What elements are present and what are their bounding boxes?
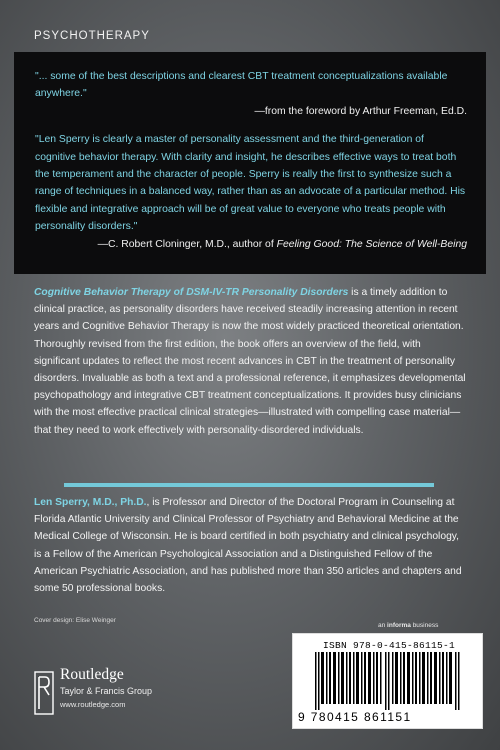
informa-prefix: an	[378, 622, 388, 629]
barcode-bars-icon	[315, 652, 465, 710]
isbn-barcode	[292, 633, 483, 729]
quote-2-attribution	[35, 236, 467, 253]
quote-2-text: "Len Sperry is clearly a master of personality assessment and the third-generation of cognitive behavior therapy. With clarity and insight, he describes effective ways to treat both the temperament and the character of people. Sperry is really the first to synthesize such a range of techniques in a balanced way, rather than as an advocate of a particular method. His flexible and integrative approach will be of great value to everyone who treats people with personality disorders."	[35, 134, 466, 233]
informa-suffix: business	[410, 622, 439, 629]
quote-1-attribution: —from the foreword by Arthur Freeman, Ed.D.	[254, 105, 467, 117]
quote-2-attribution-book: Feeling Good: The Science of Well-Being	[276, 238, 467, 250]
quote-box	[14, 52, 486, 274]
informa-business-label	[378, 622, 438, 629]
isbn-label: ISBN 978-0-415-86115-1	[322, 640, 456, 651]
bio-text: , is Professor and Director of the Doctoral Program in Counseling at Florida Atlantic University and Clinical Professor of Psychiatry and Behavioral Medicine at the Medical College of Wisconsin. He is board certified in both psychiatry and clinical psychology, is a Fellow of the American Psychological Association and a Distinguished Fellow of the American Psychiatric Association, and has published more than 350 articles and chapters and some 50 professional books.	[34, 497, 462, 595]
cover-design-credit: Cover design: Elise Weinger	[34, 617, 116, 624]
section-divider	[64, 483, 434, 487]
book-title: Cognitive Behavior Therapy of DSM-IV-TR Personality Disorders	[34, 287, 349, 298]
quote-2-attribution-prefix: —C. Robert Cloninger, M.D., author of	[97, 238, 277, 250]
publisher-url: www.routledge.com	[60, 700, 126, 709]
author-bio	[34, 494, 466, 597]
quote-1-text: "... some of the best descriptions and clearest CBT treatment conceptualizations available anywhere."	[35, 71, 448, 100]
barcode-digits: 9 780415 861151	[298, 710, 412, 724]
publisher-name: Routledge	[60, 666, 124, 683]
publisher-group: Taylor & Francis Group	[60, 686, 153, 696]
routledge-logo-icon	[34, 671, 54, 720]
description-text: is a timely addition to clinical practice, as personality disorders have received steadily increasing attention in recent years and Cognitive Behavior Therapy is now the most widely practiced theoretical orientation. Thoroughly revised from the first edition, the book offers an overview of the field, with significant updates to reflect the most recent advances in CBT in the treatment of personality disorders. Invaluable as both a text and a professional reference, it emphasizes developmental psychopathology and integrative CBT treatment conceptualizations. It provides busy clinicians with the most effective practical clinical strategies—illustrated with compelling case material—that they need to work effectively with personality-disordered individuals.	[34, 287, 466, 436]
informa-brand: informa	[387, 622, 411, 629]
author-name: Len Sperry, M.D., Ph.D.	[34, 497, 147, 508]
book-description	[34, 284, 466, 439]
category-label: PSYCHOTHERAPY	[34, 30, 150, 42]
